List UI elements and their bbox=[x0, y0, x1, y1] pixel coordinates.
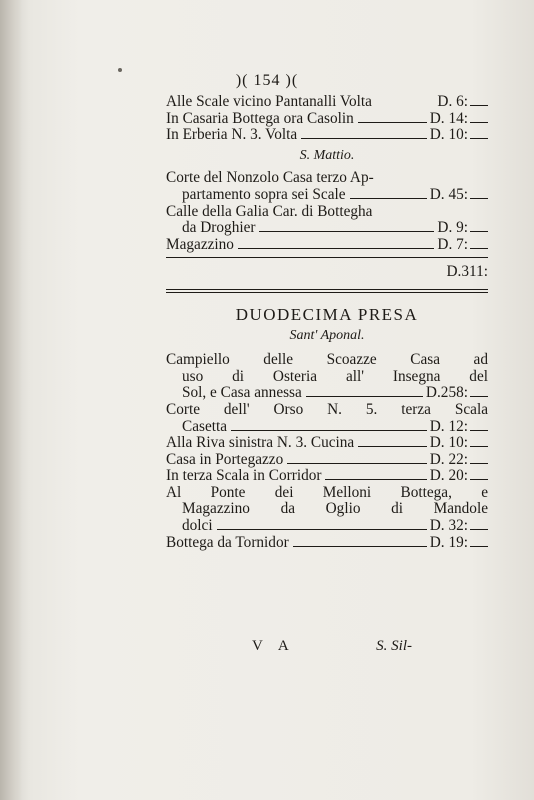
ledger-entry bbox=[166, 204, 488, 237]
entry-line: Casetta bbox=[182, 417, 228, 435]
entry-line: partamento sopra sei Scale bbox=[182, 185, 346, 203]
entry-amount: D. 19: bbox=[429, 533, 468, 551]
entry-amount: D. 10: bbox=[429, 126, 468, 144]
entry-amount: D.258: bbox=[425, 384, 468, 402]
ledger-entry bbox=[166, 170, 488, 203]
entry-amount: D. 22: bbox=[429, 450, 468, 468]
entry-amount: D. 20: bbox=[429, 467, 468, 485]
entry-label: Casa in Portegazzo bbox=[166, 450, 284, 468]
entry-line: Corte del Nonzolo Casa terzo Ap- bbox=[166, 169, 374, 187]
entry-amount: D. 32: bbox=[429, 517, 468, 535]
entry-line: Sol, e Casa annessa bbox=[182, 384, 302, 402]
page-text-block bbox=[166, 94, 488, 551]
ledger-row bbox=[166, 452, 488, 469]
entry-amount: D. 45: bbox=[429, 185, 468, 203]
ledger-entry bbox=[166, 352, 488, 402]
entry-amount: D. 14: bbox=[429, 109, 468, 127]
entry-line: Magazzino da Oglio di Mandole bbox=[182, 500, 488, 518]
signature-mark: V A bbox=[252, 638, 289, 654]
entry-amount: D. 6: bbox=[437, 93, 468, 110]
section-divider bbox=[166, 289, 488, 293]
page-gutter-shadow bbox=[0, 0, 22, 800]
entry-line: dolci bbox=[182, 517, 213, 535]
ledger-row bbox=[166, 435, 488, 452]
entry-line: Calle della Galia Car. di Botteghа bbox=[166, 202, 373, 220]
ledger-row bbox=[166, 237, 488, 254]
total-row bbox=[166, 264, 488, 281]
entry-label: Magazzino bbox=[166, 235, 234, 253]
entry-label: Bottega da Tornidor bbox=[166, 533, 289, 551]
total-amount: D.311: bbox=[446, 263, 488, 281]
ledger-row bbox=[166, 468, 488, 485]
entry-amount: D. 10: bbox=[429, 434, 468, 452]
entry-line: Campiello delle Scoazze Casa ad bbox=[166, 351, 488, 369]
ledger-row bbox=[166, 94, 488, 111]
entry-label: In Casaria Bottega ora Casolin bbox=[166, 109, 354, 127]
ledger-entry bbox=[166, 485, 488, 535]
ledger-row bbox=[166, 111, 488, 128]
sum-rule bbox=[166, 257, 488, 258]
section-heading-aponal: Sant' Aponal. bbox=[289, 327, 365, 343]
entry-line: uso di Osteria all' Insegna del bbox=[182, 367, 488, 385]
entry-label: In terza Scala in Corridor bbox=[166, 467, 322, 485]
entry-label: Alla Riva sinistra N. 3. Cucina bbox=[166, 434, 355, 452]
catchword: S. Sil- bbox=[376, 638, 412, 654]
presa-heading: DUODECIMA PRESA bbox=[235, 304, 419, 324]
ledger-entry bbox=[166, 402, 488, 435]
entry-amount: D. 12: bbox=[429, 417, 468, 435]
entry-label: In Erberia N. 3. Volta bbox=[166, 126, 298, 144]
ledger-row bbox=[166, 535, 488, 552]
entry-amount: D. 7: bbox=[437, 235, 468, 253]
entry-line: da Droghier bbox=[182, 219, 256, 237]
entry-label: Alle Scale vicino Pantanalli Volta bbox=[166, 93, 372, 110]
section-heading-mattio: S. Mattio. bbox=[299, 147, 355, 163]
entry-amount: D. 9: bbox=[437, 219, 468, 237]
ledger-row bbox=[166, 127, 488, 144]
page-number: )( 154 )( bbox=[235, 72, 299, 89]
entry-line: Al Ponte dei Melloni Bottega, e bbox=[166, 483, 488, 501]
entry-line: Corte dell' Orso N. 5. terza Scala bbox=[166, 400, 488, 418]
